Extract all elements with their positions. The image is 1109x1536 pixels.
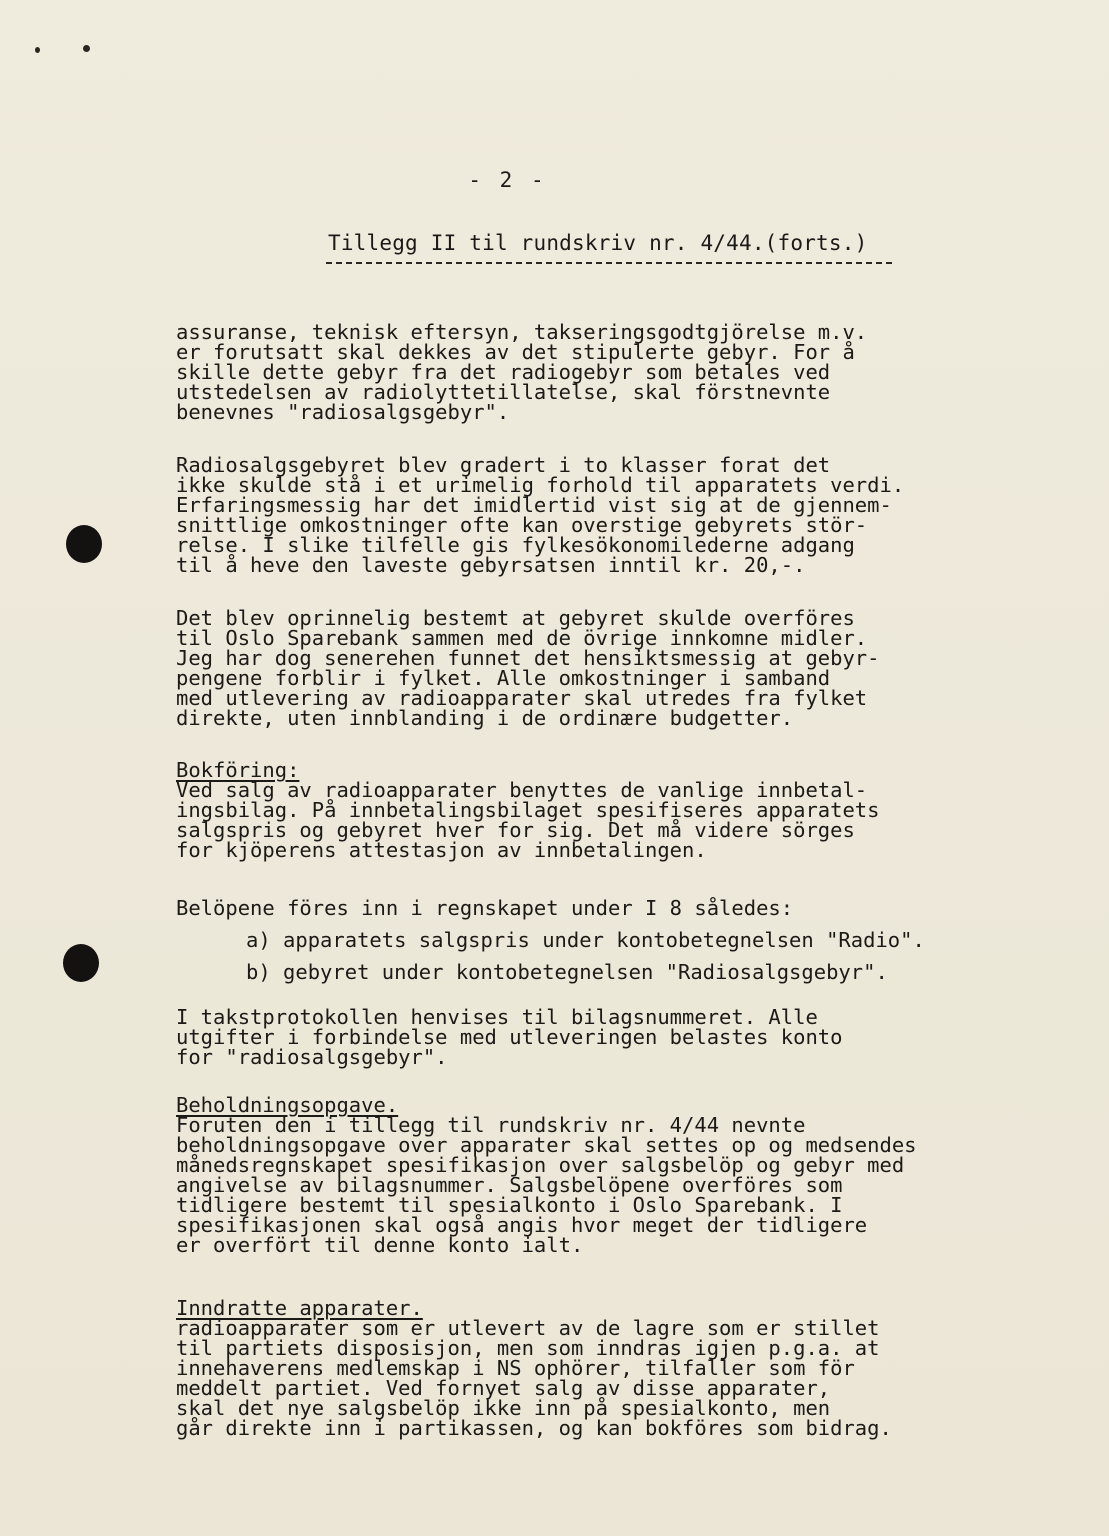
text-line: b) gebyret under kontobetegnelsen "Radiosalgsgebyr".	[246, 960, 888, 984]
text-line: går direkte inn i partikassen, og kan bokföres som bidrag.	[176, 1416, 892, 1440]
text-line: direkte, uten innblanding i de ordinære budgetter.	[176, 706, 794, 730]
paragraph-inndratte	[176, 1318, 892, 1438]
speck-mark	[83, 45, 90, 52]
text-line: for "radiosalgsgebyr".	[176, 1045, 448, 1069]
text-line: utgifter i forbindelse med utleveringen belastes konto	[176, 1025, 843, 1049]
text-line: Erfaringsmessig har det imidlertid vist sig at de gjennem-	[176, 493, 892, 517]
paragraph-takstprotokoll	[176, 1007, 842, 1067]
text-line: angivelse av bilagsnummer. Salgsbelöpene overföres som	[176, 1173, 843, 1197]
paragraph-2	[176, 455, 904, 575]
paragraph-belopene	[176, 898, 793, 918]
document-title: Tillegg II til rundskriv nr. 4/44.(forts.)	[328, 231, 868, 255]
paragraph-3	[176, 608, 880, 728]
text-line: pengene forblir i fylket. Alle omkostninger i samband	[176, 666, 831, 690]
text-line: er overfört til denne konto ialt.	[176, 1233, 584, 1257]
text-line: for kjöperens attestasjon av innbetalingen.	[176, 838, 707, 862]
list-item-a	[176, 930, 925, 950]
text-line: a) apparatets salgspris under kontobetegnelsen "Radio".	[246, 928, 925, 952]
text-line: innehaverens medlemskap i NS ophörer, tilfaller som för	[176, 1356, 855, 1380]
section-heading-bokforing: Bokföring:	[176, 758, 300, 782]
text-line: er forutsatt skal dekkes av det stipulerte gebyr. For å	[176, 340, 855, 364]
text-line: meddelt partiet. Ved fornyet salg av disse apparater,	[176, 1376, 831, 1400]
text-line: til Oslo Sparebank sammen med de övrige innkomne midler.	[176, 626, 868, 650]
paragraph-1	[176, 322, 867, 422]
text-line: I takstprotokollen henvises til bilagsnummeret. Alle	[176, 1005, 818, 1029]
text-line: benevnes "radiosalgsgebyr".	[176, 400, 510, 424]
text-line: salgspris og gebyret hver for sig. Det må videre sörges	[176, 818, 855, 842]
text-line: Jeg har dog senerehen funnet det hensiktsmessig at gebyr-	[176, 646, 880, 670]
list-item-b	[176, 962, 888, 982]
text-line: til å heve den laveste gebyrsatsen inntil kr. 20,-.	[176, 553, 806, 577]
section-heading-beholdning: Beholdningsopgave.	[176, 1093, 399, 1117]
punch-hole-upper	[66, 525, 102, 563]
text-line: Foruten den i tillegg til rundskriv nr. 4/44 nevnte	[176, 1113, 806, 1137]
text-line: spesifikasjonen skal også angis hvor meget der tidligere	[176, 1213, 868, 1237]
text-line: til partiets disposisjon, men som inndras igjen p.g.a. at	[176, 1336, 880, 1360]
text-line: utstedelsen av radiolyttetillatelse, skal förstnevnte	[176, 380, 831, 404]
text-line: ikke skulde stå i et urimelig forhold til apparatets verdi.	[176, 473, 905, 497]
text-line: ingsbilag. På innbetalingsbilaget spesifiseres apparatets	[176, 798, 880, 822]
text-line: relse. I slike tilfelle gis fylkesökonomilederne adgang	[176, 533, 855, 557]
page-number: - 2 -	[468, 168, 547, 192]
text-line: snittlige omkostninger ofte kan overstige gebyrets stör-	[176, 513, 868, 537]
text-line: Det blev oprinnelig bestemt at gebyret skulde overföres	[176, 606, 855, 630]
speck-mark	[35, 47, 40, 53]
text-line: Belöpene föres inn i regnskapet under I 8 således:	[176, 896, 794, 920]
text-line: radioapparater som er utlevert av de lagre som er stillet	[176, 1316, 880, 1340]
paragraph-bokforing	[176, 780, 880, 860]
text-line: månedsregnskapet spesifikasjon over salgsbelöp og gebyr med	[176, 1153, 905, 1177]
text-line: med utlevering av radioapparater skal utredes fra fylket	[176, 686, 868, 710]
text-line: Ved salg av radioapparater benyttes de vanlige innbetal-	[176, 778, 868, 802]
title-underline	[326, 262, 892, 264]
text-line: skille dette gebyr fra det radiogebyr som betales ved	[176, 360, 831, 384]
text-line: Radiosalgsgebyret blev gradert i to klasser forat det	[176, 453, 831, 477]
text-line: skal det nye salgsbelöp ikke inn på spesialkonto, men	[176, 1396, 831, 1420]
section-heading-inndratte: Inndratte apparater.	[176, 1296, 423, 1320]
text-line: beholdningsopgave over apparater skal settes op og medsendes	[176, 1133, 917, 1157]
text-line: tidligere bestemt til spesialkonto i Oslo Sparebank. I	[176, 1193, 843, 1217]
text-line: assuranse, teknisk eftersyn, takseringsgodtgjörelse m.v.	[176, 320, 868, 344]
punch-hole-lower	[63, 944, 99, 982]
paragraph-beholdning	[176, 1115, 917, 1255]
